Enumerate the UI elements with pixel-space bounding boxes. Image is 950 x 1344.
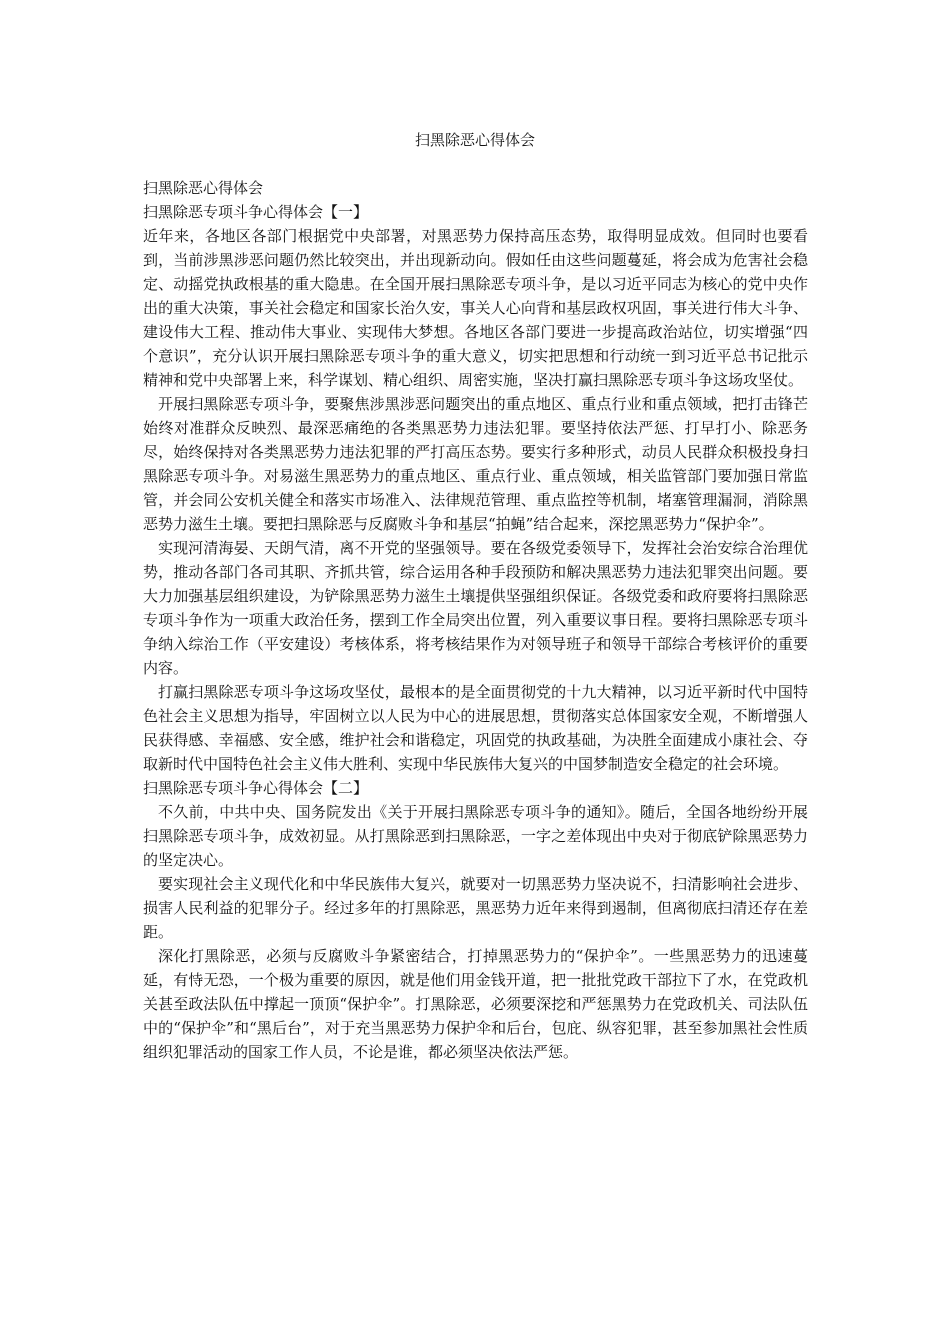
- document-subtitle: 扫黑除恶心得体会: [143, 179, 264, 197]
- section-2-paragraph-2: 要实现社会主义现代化和中华民族伟大复兴，就要对一切黑恶势力坚决说不，扫清影响社会进步、损害人民利益的犯罪分子。经过多年的打黑除恶，黑恶势力近年来得到遏制，但离彻底扫清还存在差距。: [143, 875, 808, 941]
- section-1-paragraph-1: 近年来，各地区各部门根据党中央部署，对黑恶势力保持高压态势，取得明显成效。但同时也要看到，当前涉黑涉恶问题仍然比较突出，并出现新动向。假如任由这些问题蔓延，将会成为危害社会稳定、动摇党执政根基的重大隐患。在全国开展扫黑除恶专项斗争，是以习近平同志为核心的党中央作出的重大决策，事关社会稳定和国家长治久安，事关人心向背和基层政权巩固，事关进行伟大斗争、建设伟大工程、推动伟大事业、实现伟大梦想。各地区各部门要进一步提高政治站位，切实增强“四个意识”，充分认识开展扫黑除恶专项斗争的重大意义，切实把思想和行动统一到习近平总书记批示精神和党中央部署上来，科学谋划、精心组织、周密实施，坚决打赢扫黑除恶专项斗争这场攻坚仗。: [143, 227, 808, 389]
- section-2-paragraph-3: 深化打黑除恶，必须与反腐败斗争紧密结合，打掉黑恶势力的“保护伞”。一些黑恶势力的迅速蔓延，有恃无恐，一个极为重要的原因，就是他们用金钱开道，把一批批党政干部拉下了水，在党政机关甚至政法队伍中撑起一顶顶“保护伞”。打黑除恶，必须要深挖和严惩黑势力在党政机关、司法队伍中的“保护伞”和“黑后台”，对于充当黑恶势力保护伞和后台，包庇、纵容犯罪，甚至参加黑社会性质组织犯罪活动的国家工作人员，不论是谁，都必须坚决依法严惩。: [143, 947, 808, 1061]
- section-1-paragraph-2: 开展扫黑除恶专项斗争，要聚焦涉黑涉恶问题突出的重点地区、重点行业和重点领域，把打击锋芒始终对准群众反映烈、最深恶痛绝的各类黑恶势力违法犯罪。要坚持依法严惩、打早打小、除恶务尽，始终保持对各类黑恶势力违法犯罪的严打高压态势。要实行多种形式，动员人民群众积极投身扫黑除恶专项斗争。对易滋生黑恶势力的重点地区、重点行业、重点领域，相关监管部门要加强日常监管，并会同公安机关健全和落实市场准入、法律规范管理、重点监控等机制，堵塞管理漏洞，消除黑恶势力滋生土壤。要把扫黑除恶与反腐败斗争和基层“拍蝇”结合起来，深挖黑恶势力“保护伞”。: [143, 395, 808, 533]
- section-1-paragraph-4: 打赢扫黑除恶专项斗争这场攻坚仗，最根本的是全面贯彻党的十九大精神，以习近平新时代中国特色社会主义思想为指导，牢固树立以人民为中心的进展思想，贯彻落实总体国家安全观，不断增强人民获得感、幸福感、安全感，维护社会和谐稳定，巩固党的执政基础，为决胜全面建成小康社会、夺取新时代中国特色社会主义伟大胜利、实现中华民族伟大复兴的中国梦制造安全稳定的社会环境。: [143, 683, 808, 773]
- document-body: [143, 176, 808, 1064]
- section-2-heading: 扫黑除恶专项斗争心得体会【二】: [143, 779, 369, 797]
- section-1-paragraph-3: 实现河清海晏、天朗气清，离不开党的坚强领导。要在各级党委领导下，发挥社会治安综合治理优势，推动各部门各司其职、齐抓共管，综合运用各种手段预防和解决黑恶势力违法犯罪突出问题。要大力加强基层组织建设，为铲除黑恶势力滋生土壤提供坚强组织保证。各级党委和政府要将扫黑除恶专项斗争作为一项重大政治任务，摆到工作全局突出位置，列入重要议事日程。要将扫黑除恶专项斗争纳入综治工作（平安建设）考核体系，将考核结果作为对领导班子和领导干部综合考核评价的重要内容。: [143, 539, 808, 677]
- section-1-heading: 扫黑除恶专项斗争心得体会【一】: [143, 203, 369, 221]
- section-2-paragraph-1: 不久前，中共中央、国务院发出《关于开展扫黑除恶专项斗争的通知》。随后，全国各地纷纷开展扫黑除恶专项斗争，成效初显。从打黑除恶到扫黑除恶，一字之差体现出中央对于彻底铲除黑恶势力的坚定决心。: [143, 803, 808, 869]
- document-title: 扫黑除恶心得体会: [414, 131, 535, 149]
